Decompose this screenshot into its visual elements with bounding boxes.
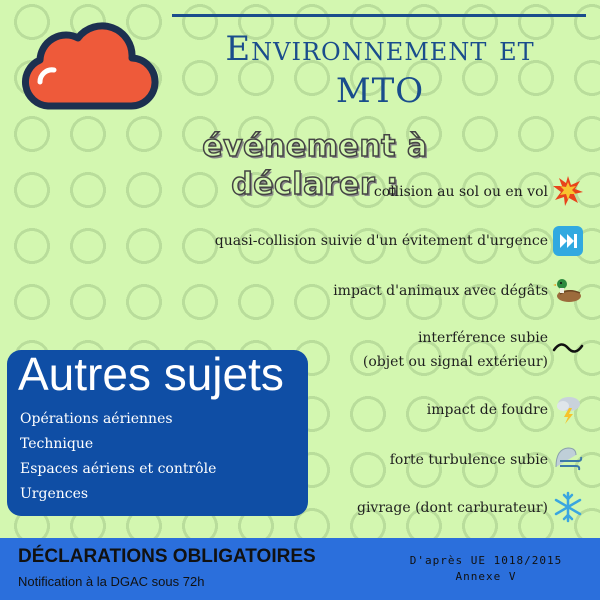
cloud-icon [10,12,160,112]
title-line-1: Environnement et [225,29,535,69]
collision-icon [552,175,584,207]
wind-icon [552,443,584,475]
duck-icon [552,274,584,306]
wave-icon [552,332,584,364]
fast-forward-icon [552,225,584,257]
event-animal-impact: impact d'animaux avec dégâts [333,283,548,299]
lightning-icon [552,393,584,425]
footer-title: DÉCLARATIONS OBLIGATOIRES [18,546,316,567]
event-icing: givrage (dont carburateur) [356,500,548,516]
section-heading: événement à déclarer : [202,129,428,202]
footer-note: Notification à la DGAC sous 72h [18,574,205,589]
title-rule [172,14,586,17]
page-title [180,28,580,112]
event-collision: collision au sol ou en vol [373,184,548,200]
event-interference-line1: interférence subie [417,330,548,346]
event-interference-line2: (objet ou signal extérieur) [362,354,548,370]
footer-annex: Annexe V [455,570,517,583]
other-topic-item: Espaces aériens et contrôle [20,461,217,477]
other-topic-item: Technique [20,436,94,452]
event-turbulence: forte turbulence subie [389,452,548,468]
event-interference [363,326,548,374]
other-topics-title: Autres sujets [18,348,284,400]
title-line-2: MTO [335,71,425,111]
snowflake-icon [552,491,584,523]
other-topic-item: Urgences [20,486,89,502]
footer-reference: D'après UE 1018/2015 [409,554,563,567]
event-lightning: impact de foudre [426,402,548,418]
event-near-collision: quasi-collision suivie d'un évitement d'urgence [214,233,548,249]
other-topic-item: Opérations aériennes [20,411,173,427]
